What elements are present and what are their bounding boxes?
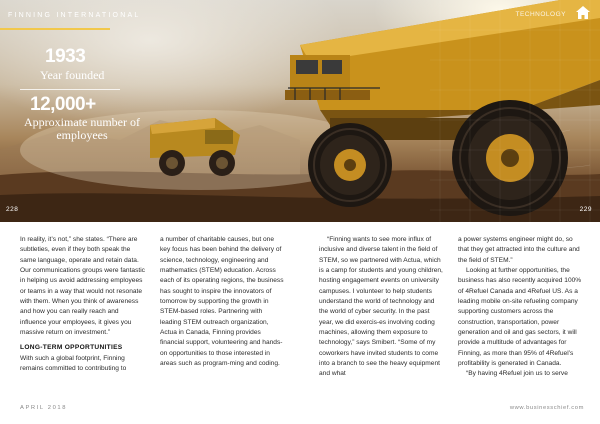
- paragraph: “Finning wants to see more influx of inclusive and diverse talent in the field of STEM, so we partnered with Actua, which is a camp for students and young children, hosting engagement events on university campuses. I volunteer to help students understand the world of technology and the world of cyber security. In the past year, we did exercis-es involving coding machines, allowing them exposure to technology,” says Smibert. “Some of my coworkers have invited students to come into a branch to see the heavy equipment and what: [319, 236, 443, 378]
- page-number-right: 229: [579, 206, 592, 213]
- issue-date: APRIL 2018: [20, 405, 68, 411]
- paragraph: Looking at further opportunities, the business has also recently acquired 100% of 4Refuel Canada and 4Refuel US. As a leading mobile on-site refueling company supporting customers across the construction, transportation, power generation and oil and gas sectors, it will provide a multitude of advantages for Finning, as more than 95% of 4Refuel’s profitability is generated in Canada.: [458, 267, 582, 368]
- stat-founded-number: 1933: [45, 46, 86, 67]
- article-column-1: [20, 235, 145, 374]
- website-link[interactable]: www.businesschief.com: [509, 405, 584, 411]
- home-icon: [576, 6, 590, 19]
- paragraph: In reality, it’s not,” she states. “There are subtleties, even if they both speak the same language, operate and retain data. Our communications groups were fantastic in helping us avoid addressing employees or teams in a way that would not resonate with them. When you think of awareness and how you can really reach and influence your employees, it gives you massive return on investment.”: [20, 236, 145, 337]
- brand-name: FINNING INTERNATIONAL: [8, 12, 141, 19]
- section-tab[interactable]: TECHNOLOGY: [515, 11, 566, 18]
- article-column-3: [319, 235, 444, 380]
- home-button[interactable]: [576, 6, 594, 24]
- section-heading: LONG-TERM OPPORTUNITIES: [20, 344, 123, 352]
- stat-divider: [20, 89, 120, 90]
- paragraph: With such a global footprint, Finning remains committed to contributing to: [20, 354, 127, 373]
- stat-founded-label: Year founded: [40, 68, 105, 82]
- brand-accent-rule: [0, 28, 110, 30]
- stat-employees-label: Approximate number of employees: [24, 115, 140, 142]
- stat-employees-number: 12,000+: [30, 94, 96, 115]
- paragraph: a number of charitable causes, but one key focus has been behind the delivery of science, technology, engineering and mathematics (STEM) education. Across each of its operating regions, the business has sought to inspire the innovators of tomorrow by supporting the growth in STEM-based roles. Partnering with leading STEM outreach organization, Actua in Canada, Finning provides financial support, volunteering and hands-on opportunities to those interested in areas such as program-ming and coding.: [160, 236, 284, 368]
- article-column-2: [160, 235, 285, 369]
- article-column-4: [458, 235, 583, 380]
- paragraph: “By having 4Refuel join us to serve: [466, 370, 568, 378]
- page-number-left: 228: [6, 206, 19, 213]
- paragraph: a power systems engineer might do, so that they get attracted into the culture and the field of STEM.”: [458, 236, 580, 264]
